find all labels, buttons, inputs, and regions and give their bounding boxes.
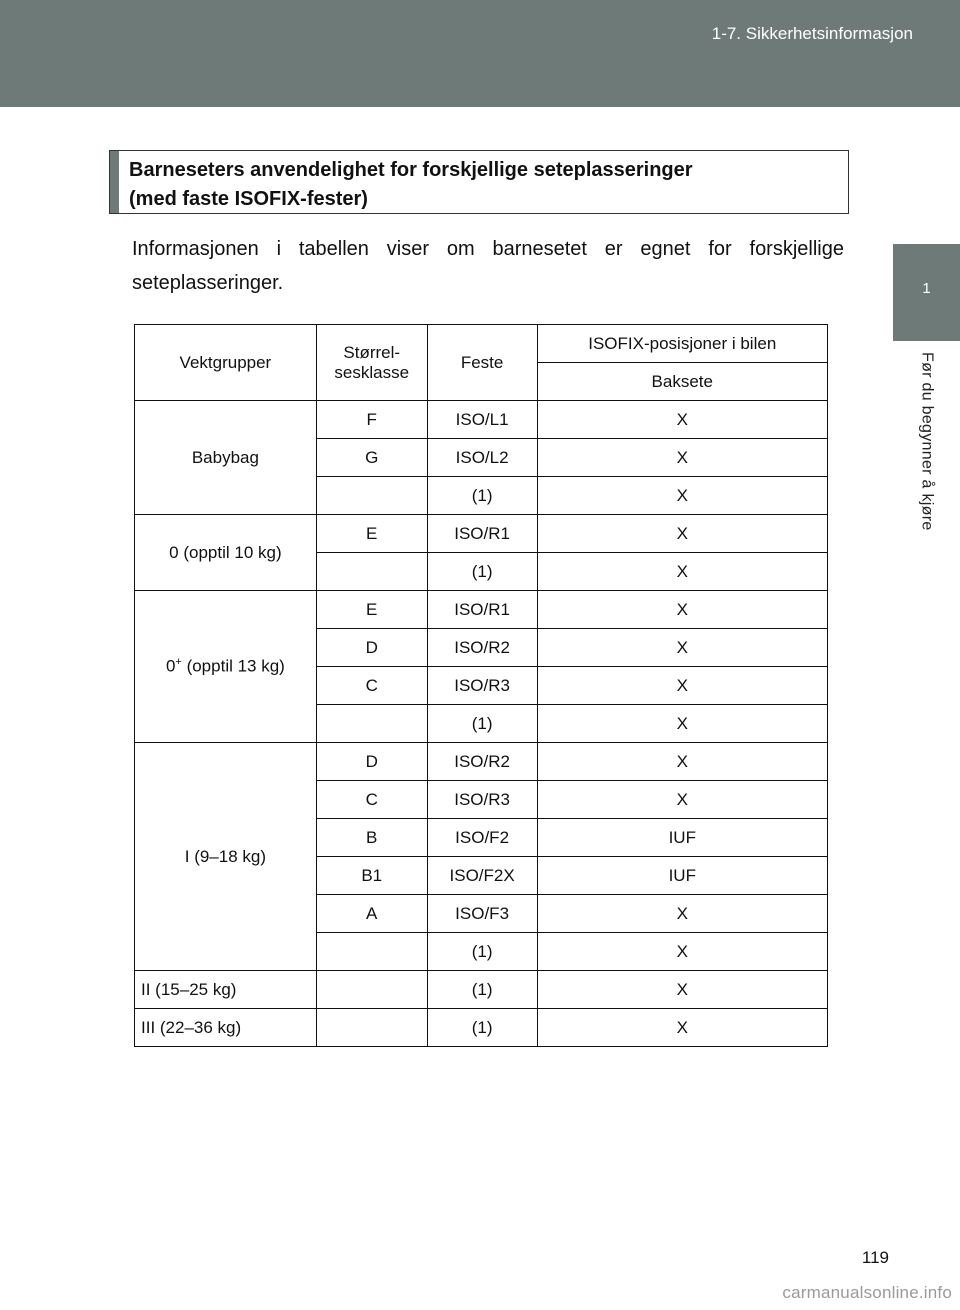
rear-cell: X [537,705,827,743]
table-row [135,401,828,439]
watermark: carmanualsonline.info [782,1283,952,1302]
chapter-caption [893,352,960,592]
header-isofix-positions: ISOFIX-posisjoner i bilen [537,325,827,363]
size-cell: E [316,515,427,553]
header-fixture: Feste [427,325,537,401]
header-size-line-1: Størrel- [343,342,401,362]
size-cell: B1 [316,857,427,895]
weight-group-cell: Babybag [135,401,317,515]
fixture-cell: (1) [427,971,537,1009]
header-band [0,0,960,107]
fixture-cell: ISO/R2 [427,629,537,667]
rear-cell: X [537,477,827,515]
rear-cell: X [537,1009,827,1047]
rear-cell: X [537,515,827,553]
rear-cell: X [537,743,827,781]
fixture-cell: (1) [427,553,537,591]
table-row [135,591,828,629]
table-header-row [135,325,828,363]
weight-group-cell [135,591,317,743]
size-cell: B [316,819,427,857]
size-cell: C [316,667,427,705]
table-body [135,401,828,1047]
page-number: 119 [861,1248,889,1267]
weight-group-label: 0 [165,656,176,676]
weight-group-cell: I (9–18 kg) [135,743,317,971]
fixture-cell: (1) [427,1009,537,1047]
weight-group-superscript: + [175,656,182,669]
rear-cell: X [537,553,827,591]
fixture-cell: (1) [427,705,537,743]
rear-cell: X [537,781,827,819]
section-heading [109,150,849,214]
size-cell: A [316,895,427,933]
size-cell: F [316,401,427,439]
fixture-cell: ISO/R2 [427,743,537,781]
size-cell: D [316,629,427,667]
rear-cell: X [537,933,827,971]
size-cell [316,1009,427,1047]
weight-group-cell: 0 (opptil 10 kg) [135,515,317,591]
rear-cell: X [537,401,827,439]
rear-cell: X [537,439,827,477]
weight-group-cell: II (15–25 kg) [135,971,317,1009]
rear-cell: IUF [537,819,827,857]
fixture-cell: ISO/L1 [427,401,537,439]
table-row [135,971,828,1009]
weight-group-cell: III (22–36 kg) [135,1009,317,1047]
section-title: 1-7. Sikkerhetsinformasjon [711,24,913,43]
size-cell: C [316,781,427,819]
chapter-caption-text: Før du begynner å kjøre [918,352,936,531]
fixture-cell: ISO/L2 [427,439,537,477]
size-cell: E [316,591,427,629]
size-cell [316,553,427,591]
size-cell [316,933,427,971]
rear-cell: IUF [537,857,827,895]
rear-cell: X [537,971,827,1009]
size-cell [316,971,427,1009]
rear-cell: X [537,895,827,933]
size-cell: G [316,439,427,477]
header-size-class [316,325,427,401]
heading-line-2: (med faste ISOFIX-fester) [129,188,368,210]
rear-cell: X [537,629,827,667]
intro-paragraph: Informasjonen i tabellen viser om barnesetet er egnet for forskjellige seteplasseringer. [132,238,844,294]
table-row [135,1009,828,1047]
fixture-cell: (1) [427,477,537,515]
heading-line-1: Barneseters anvendelighet for forskjellige seteplasseringer [129,159,693,181]
table-row [135,743,828,781]
header-size-line-2: sesklasse [334,362,410,382]
isofix-compatibility-table [134,324,828,1047]
header-weight-groups: Vektgrupper [135,325,317,401]
heading-accent-bar [110,151,119,213]
fixture-cell: ISO/F2X [427,857,537,895]
fixture-cell: ISO/R1 [427,515,537,553]
fixture-cell: ISO/R3 [427,781,537,819]
rear-cell: X [537,667,827,705]
table-row [135,515,828,553]
size-cell: D [316,743,427,781]
rear-cell: X [537,591,827,629]
chapter-tab [893,244,960,341]
fixture-cell: ISO/F2 [427,819,537,857]
fixture-cell: ISO/F3 [427,895,537,933]
weight-group-label-rest: (opptil 13 kg) [181,656,285,676]
fixture-cell: ISO/R3 [427,667,537,705]
fixture-cell: ISO/R1 [427,591,537,629]
heading-text [119,151,703,213]
size-cell [316,477,427,515]
fixture-cell: (1) [427,933,537,971]
size-cell [316,705,427,743]
header-rear-seat: Baksete [537,363,827,401]
chapter-number: 1 [922,280,931,297]
